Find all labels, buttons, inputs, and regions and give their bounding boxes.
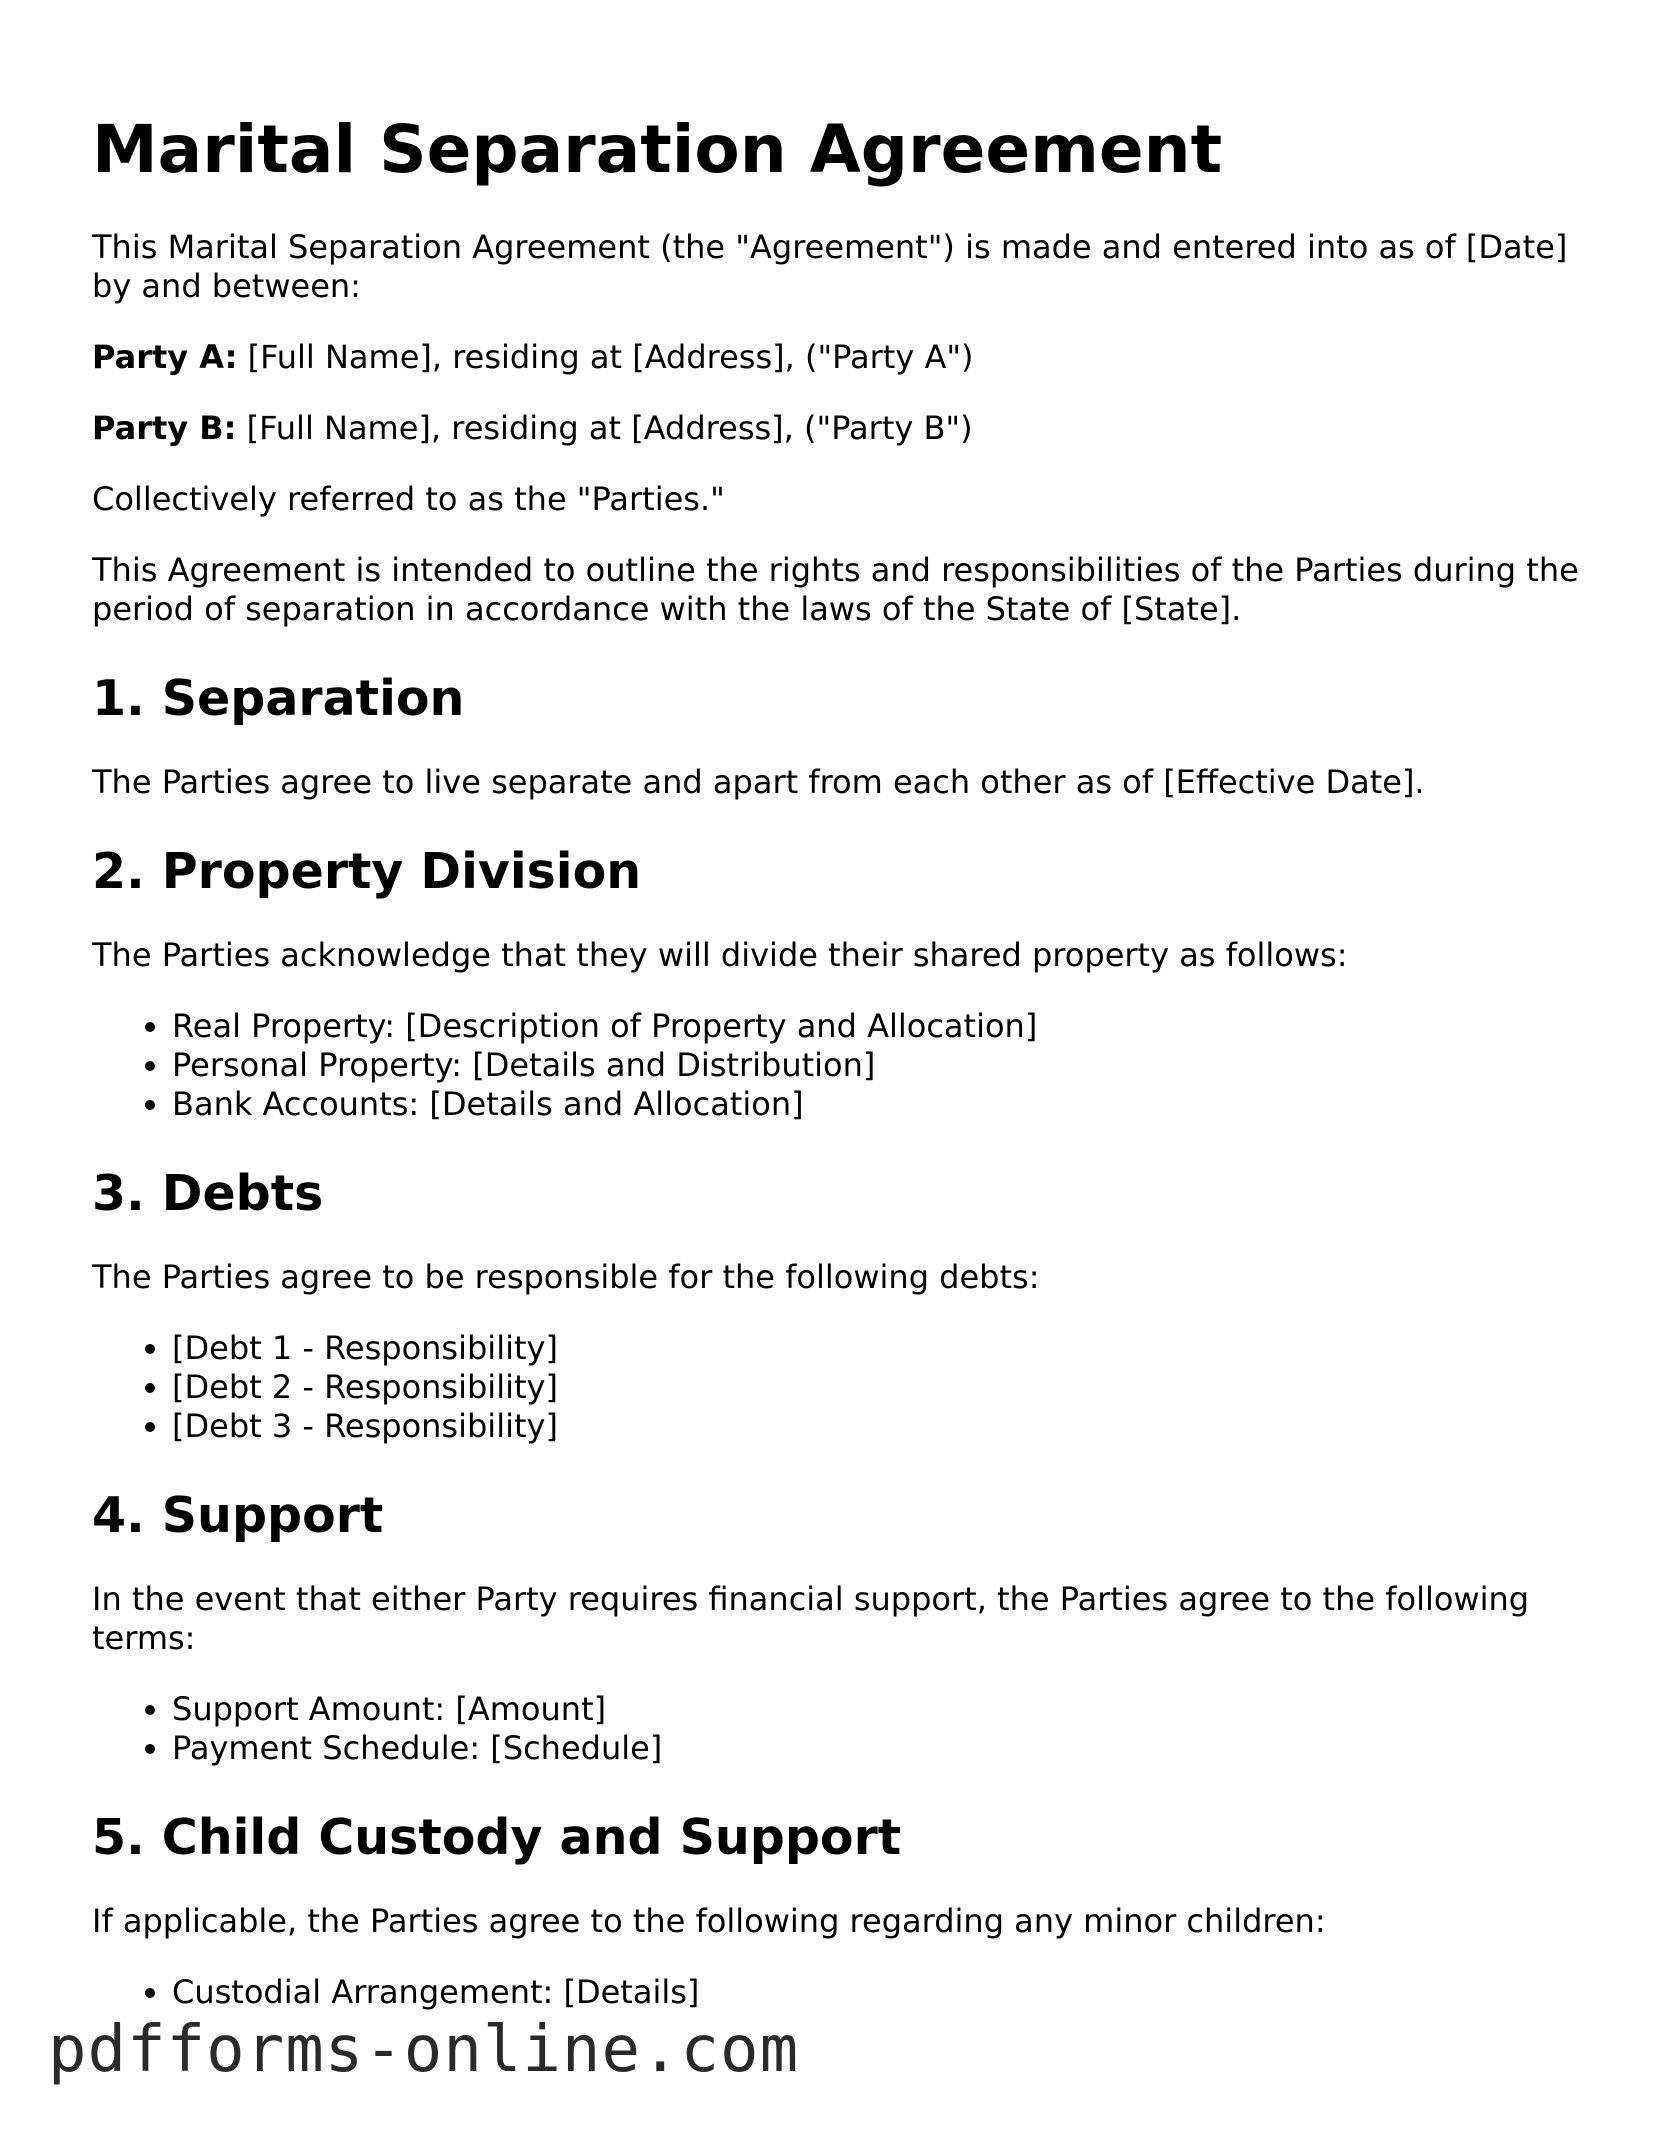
- support-list: [92, 1690, 1592, 1768]
- document-page: [92, 110, 1592, 2012]
- list-item: • [Debt 1 - Responsibility]: [172, 1329, 1592, 1368]
- party-a-line: [92, 338, 1592, 377]
- list-item: • Bank Accounts: [Details and Allocation]: [172, 1085, 1592, 1124]
- section-heading-child-custody: 5. Child Custody and Support: [92, 1809, 902, 1866]
- list-item: • [Debt 2 - Responsibility]: [172, 1368, 1592, 1407]
- list-item: • Real Property: [Description of Property and Allocation]: [172, 1007, 1592, 1046]
- property-division-list: [92, 1007, 1592, 1124]
- section-heading-support: 4. Support: [92, 1487, 384, 1544]
- party-b-line: [92, 409, 1592, 448]
- party-a-label: Party A:: [92, 338, 238, 376]
- collective-paragraph: Collectively referred to as the "Parties.": [92, 480, 725, 518]
- section-text-child-custody: If applicable, the Parties agree to the following regarding any minor children:: [92, 1902, 1326, 1940]
- party-b-label: Party B:: [92, 409, 237, 447]
- intro-paragraph: This Marital Separation Agreement (the "Agreement") is made and entered into as of [Date] by and between:: [92, 228, 1568, 305]
- debts-list: [92, 1329, 1592, 1446]
- list-item: • [Debt 3 - Responsibility]: [172, 1407, 1592, 1446]
- section-text-property-division: The Parties acknowledge that they will divide their shared property as follows:: [92, 936, 1348, 974]
- list-item: • Custodial Arrangement: [Details]: [172, 1973, 1592, 2012]
- list-item: • Personal Property: [Details and Distribution]: [172, 1046, 1592, 1085]
- party-a-text: [Full Name], residing at [Address], ("Party A"): [237, 338, 974, 376]
- list-item: • Support Amount: [Amount]: [172, 1690, 1592, 1729]
- child-custody-list: [92, 1973, 1592, 2012]
- watermark-text: pdfforms-online.com: [48, 2013, 800, 2087]
- list-item: • Payment Schedule: [Schedule]: [172, 1729, 1592, 1768]
- section-text-support: In the event that either Party requires financial support, the Parties agree to the following terms:: [92, 1580, 1530, 1657]
- section-heading-separation: 1. Separation: [92, 670, 465, 727]
- section-text-debts: The Parties agree to be responsible for the following debts:: [92, 1258, 1040, 1296]
- section-heading-property-division: 2. Property Division: [92, 843, 642, 900]
- section-heading-debts: 3. Debts: [92, 1165, 324, 1222]
- section-text-separation: The Parties agree to live separate and apart from each other as of [Effective Date].: [92, 763, 1425, 801]
- document-title: Marital Separation Agreement: [92, 111, 1223, 188]
- purpose-paragraph: This Agreement is intended to outline the rights and responsibilities of the Parties during the period of separation in accordance with the laws of the State of [State].: [92, 551, 1579, 628]
- party-b-text: [Full Name], residing at [Address], ("Party B"): [236, 409, 973, 447]
